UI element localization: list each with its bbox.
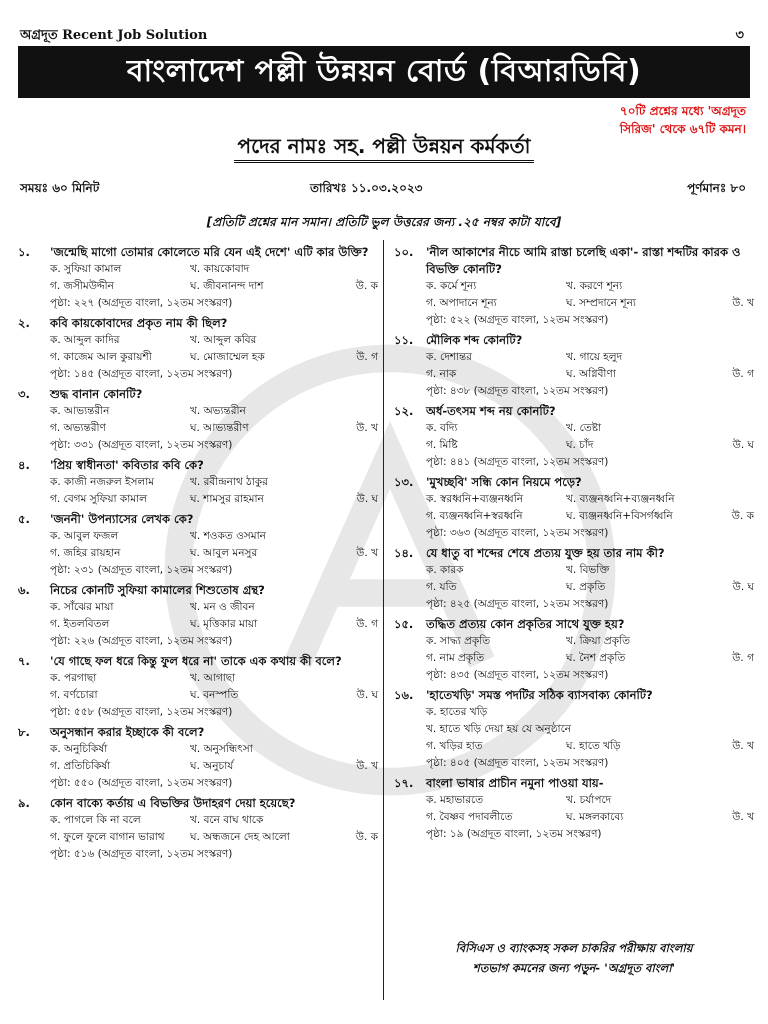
question-line: [18, 244, 378, 261]
option-text: ঘ. বনস্পতি: [190, 689, 239, 701]
page-reference: পৃষ্ঠা: ২৩১ (অগ্রদূত বাংলা, ১২তম সংস্করণ): [50, 564, 233, 576]
option-text: ক. কর্মে শূন্য: [426, 280, 477, 292]
option-row: [426, 278, 754, 295]
question-item: [394, 332, 754, 400]
option-text: গ. প্রতিচিকির্ষা: [50, 760, 111, 772]
question-options: [18, 670, 378, 721]
option-row: [50, 829, 378, 846]
answer-key: [338, 741, 378, 758]
option-text: ঘ. চাঁদ: [566, 439, 594, 451]
question-item: [394, 244, 754, 329]
answer-key: উ. ক: [731, 510, 754, 522]
post-title-text: পদের নামঃ সহ. পল্লী উন্নয়ন কর্মকর্তা: [234, 134, 535, 163]
option-text: গ. অপাদানে শূন্য: [426, 297, 497, 309]
answer-key: [714, 562, 754, 579]
answer-key: [714, 278, 754, 295]
page-reference: পৃষ্ঠা: ৪৩৮ (অগ্রদূত বাংলা, ১২তম সংস্করণ): [426, 385, 609, 397]
option-row: [426, 809, 754, 826]
option-text: গ. জহির রায়হান: [50, 547, 121, 559]
option-text: ঘ. আভ্যন্তরীণ: [190, 422, 249, 434]
option-row: [50, 403, 378, 420]
question-text: তদ্ধিত প্রত্যয় কোন প্রকৃতির সাথে যুক্ত হয়?: [426, 617, 625, 631]
option-text: খ. গায়ে হলুদ: [566, 351, 623, 363]
option-text: খ. আগাছা: [190, 672, 236, 684]
question-line: [394, 775, 754, 792]
option-row: [50, 670, 378, 687]
marking-note: [প্রতিটি প্রশ্নের মান সমান। প্রতিটি ভুল উত্তরের জন্য .২৫ নম্বর কাটা যাবে]: [206, 215, 562, 229]
footer-advert-line: বিসিএস ও ব্যাংকসহ সকল চাকরির পরীক্ষায় বাংলায়: [455, 941, 693, 955]
question-item: [18, 457, 378, 508]
post-title: [0, 132, 768, 165]
option-text: ক. সুফিয়া কামাল: [50, 263, 122, 275]
option-text: ঘ. অনুচার্য: [190, 760, 234, 772]
option-row: [50, 332, 378, 349]
page-reference: পৃষ্ঠা: ৩৩১ (অগ্রদূত বাংলা, ১২তম সংস্করণ): [50, 439, 233, 451]
question-text: 'জননী' উপন্যাসের লেখক কে?: [50, 512, 194, 526]
option-text: ক. অনুচিকির্ষা: [50, 743, 108, 755]
question-text: কোন বাক্যে কর্তায় এ বিভক্তির উদাহরণ দেয়া হয়েছে?: [50, 796, 296, 810]
question-number: ১১.: [394, 333, 414, 347]
question-line: [18, 653, 378, 670]
question-text: বাংলা ভাষার প্রাচীন নমুনা পাওয়া যায়-: [426, 776, 604, 790]
page-reference: পৃষ্ঠা: ৫২২ (অগ্রদূত বাংলা, ১২তম সংস্করণ): [426, 314, 609, 326]
option-row: [426, 650, 754, 667]
answer-key: উ. ঘ: [356, 493, 378, 505]
question-options: [18, 741, 378, 792]
question-item: [394, 687, 754, 772]
question-item: [394, 403, 754, 471]
option-row: [426, 437, 754, 454]
answer-key: উ. ক: [355, 280, 378, 292]
option-text: ক. আব্দুল কাদির: [50, 334, 120, 346]
option-text: খ. ক্রিয়া প্রকৃতি: [566, 635, 630, 647]
question-item: [18, 315, 378, 383]
question-number: ১৭.: [394, 776, 414, 790]
question-options: [394, 420, 754, 471]
question-line: [18, 315, 378, 332]
option-text: ক. দেশান্তর: [426, 351, 473, 363]
page-reference: পৃষ্ঠা: ৪০৫ (অগ্রদূত বাংলা, ১২তম সংস্করণ): [426, 757, 609, 769]
option-text: গ. যতি: [426, 581, 457, 593]
page-reference: পৃষ্ঠা: ৪৩৫ (অগ্রদূত বাংলা, ১২তম সংস্করণ): [426, 669, 609, 681]
page-reference: পৃষ্ঠা: ১৯ (অগ্রদূত বাংলা, ১২তম সংস্করণ): [426, 828, 602, 840]
question-line: [394, 332, 754, 349]
answer-key: [338, 528, 378, 545]
question-number: ৯.: [18, 796, 30, 810]
option-text: গ. অভ্যন্তরীণ: [50, 422, 106, 434]
option-text: ক. সাদ্ধ্য প্রকৃতি: [426, 635, 491, 647]
question-line: [394, 244, 754, 278]
option-text: ক. আভ্যন্তরীন: [50, 405, 110, 417]
option-text: ঘ. মোজাম্মেল হক: [190, 351, 265, 363]
option-row: [426, 579, 754, 596]
option-text: ক. সাঁঝের মায়া: [50, 601, 114, 613]
answer-key: উ. গ: [356, 351, 378, 363]
option-text: গ. বেগম সুফিয়া কামাল: [50, 493, 147, 505]
question-item: [18, 724, 378, 792]
option-row: [50, 812, 378, 829]
option-text: গ. ব্যঞ্জনধ্বনি+স্বরধ্বনি: [426, 510, 523, 522]
option-row: [426, 704, 754, 721]
option-text: ঘ. জীবনানন্দ দাশ: [190, 280, 264, 292]
option-row: [426, 562, 754, 579]
question-line: [394, 616, 754, 633]
option-row: [426, 366, 754, 383]
question-line: [18, 582, 378, 599]
question-options: [18, 474, 378, 508]
answer-key: উ. ঘ: [732, 439, 754, 451]
question-number: ২.: [18, 316, 30, 330]
option-text: ঘ. সম্প্রদানে শূন্য: [566, 297, 636, 309]
option-row: [426, 508, 754, 525]
option-text: ঘ. অগ্নিবীণা: [566, 368, 616, 380]
question-options: [18, 528, 378, 579]
option-text: ক. পরগাছা: [50, 672, 97, 684]
question-options: [394, 792, 754, 843]
question-options: [394, 491, 754, 542]
option-text: ক. হাতের খড়ি: [426, 706, 488, 718]
question-line: [18, 795, 378, 812]
answer-key: [338, 403, 378, 420]
option-row: [50, 420, 378, 437]
option-text: খ. করণে শূন্য: [566, 280, 623, 292]
question-text: অনুসন্ধান করার ইচ্ছাকে কী বলে?: [50, 725, 205, 739]
option-text: ক. পাগলে কি না বলে: [50, 814, 141, 826]
questions-right-column: [394, 244, 754, 846]
question-item: [18, 244, 378, 312]
question-text: 'মুখচ্ছবি' সন্ধি কোন নিয়মে পড়ে?: [426, 475, 582, 489]
question-item: [18, 582, 378, 650]
answer-key: উ. খ: [732, 297, 754, 309]
question-item: [18, 795, 378, 863]
question-text: কবি কায়কোবাদের প্রকৃত নাম কী ছিল?: [50, 316, 228, 330]
option-row: [50, 491, 378, 508]
option-row: [50, 261, 378, 278]
page-reference: পৃষ্ঠা: ৫৫০ (অগ্রদূত বাংলা, ১২তম সংস্করণ): [50, 777, 233, 789]
option-row: [50, 599, 378, 616]
option-text: খ. বনে বাঘ থাকে: [190, 814, 264, 826]
option-text: ঘ. অন্ধজনে দেহ আলো: [190, 831, 290, 843]
exam-time: সময়ঃ ৬০ মিনিট: [20, 181, 100, 195]
answer-key: [714, 633, 754, 650]
option-text: গ. ফুলে ফুলে বাগান ভারাথ: [50, 831, 165, 843]
question-item: [394, 775, 754, 843]
question-text: 'নীল আকাশের নীচে আমি রাস্তা চলেছি একা'- রাস্তা শব্দটির কারক ও বিভক্তি কোনটি?: [426, 245, 741, 276]
answer-key: [338, 670, 378, 687]
question-item: [18, 511, 378, 579]
page-reference: পৃষ্ঠা: ৫১৬ (অগ্রদূত বাংলা, ১২তম সংস্করণ): [50, 848, 233, 860]
promo-line: ৭০টি প্রশ্নের মধ্যে 'অগ্রদূত: [619, 104, 746, 118]
question-item: [18, 386, 378, 454]
option-text: খ. শওকত ওসমান: [190, 530, 266, 542]
question-item: [394, 545, 754, 613]
full-marks: পূর্ণমানঃ ৮০: [687, 181, 746, 195]
question-line: [18, 457, 378, 474]
question-options: [18, 599, 378, 650]
question-number: ৮.: [18, 725, 30, 739]
option-text: খ. কায়কোবাদ: [190, 263, 250, 275]
option-text: ক. কারক: [426, 564, 464, 576]
option-row: [426, 420, 754, 437]
option-text: খ. তেষ্টা: [566, 422, 602, 434]
question-line: [394, 403, 754, 420]
option-text: গ. নাম প্রকৃতি: [426, 652, 485, 664]
option-text: ঘ. মঙ্গলকাব্যে: [566, 811, 624, 823]
option-text: ঘ. মৃত্তিকার মায়া: [190, 618, 258, 630]
answer-key: উ. খ: [356, 760, 378, 772]
question-options: [394, 278, 754, 329]
option-row: [426, 295, 754, 312]
option-text: গ. খড়ির হাত: [426, 740, 483, 752]
option-text: খ. হাতে খড়ি দেয়া হয় যে অনুষ্ঠানে: [426, 723, 572, 735]
option-row: [50, 349, 378, 366]
question-text: যে ধাতু বা শব্দের শেষে প্রত্যয় যুক্ত হয় তার নাম কী?: [426, 546, 665, 560]
answer-key: [338, 599, 378, 616]
question-number: ৩.: [18, 387, 30, 401]
answer-key: [338, 332, 378, 349]
option-text: ঘ. ব্যঞ্জনধ্বনি+বিসর্গধ্বনি: [566, 510, 673, 522]
answer-key: [714, 491, 754, 508]
question-options: [18, 812, 378, 863]
option-text: ক. কাজী নজরুল ইসলাম: [50, 476, 155, 488]
question-item: [394, 474, 754, 542]
question-text: 'হাতেখড়ি' সমস্ত পদটির সঠিক ব্যাসবাক্য কোনটি?: [426, 688, 653, 702]
question-number: ৭.: [18, 654, 30, 668]
option-row: [50, 278, 378, 295]
question-line: [394, 687, 754, 704]
question-line: [394, 474, 754, 491]
question-number: ১.: [18, 245, 30, 259]
option-row: [50, 528, 378, 545]
promo-line: সিরিজ' থেকে ৬৭টি কমন।: [619, 122, 746, 136]
option-row: [50, 474, 378, 491]
page-reference: পৃষ্ঠা: ৩৬৩ (অগ্রদূত বাংলা, ১২তম সংস্করণ): [426, 527, 609, 539]
question-line: [18, 511, 378, 528]
option-text: ক. স্বরধ্বনি+ব্যঞ্জনধ্বনি: [426, 493, 523, 505]
option-text: খ. রবীন্দ্রনাথ ঠাকুর: [190, 476, 268, 488]
answer-key: উ. গ: [356, 618, 378, 630]
option-row: [426, 792, 754, 809]
page-reference: পৃষ্ঠা: ১৪৫ (অগ্রদূত বাংলা, ১২তম সংস্করণ): [50, 368, 233, 380]
question-line: [18, 386, 378, 403]
option-row: [426, 721, 754, 738]
question-number: ১৩.: [394, 475, 414, 489]
option-row: [426, 349, 754, 366]
question-options: [394, 349, 754, 400]
question-text: শুদ্ধ বানান কোনটি?: [50, 387, 143, 401]
column-divider: [383, 240, 384, 1000]
option-text: ক. আবুল ফজল: [50, 530, 119, 542]
option-text: গ. ইতলবিতল: [50, 618, 110, 630]
question-number: ১২.: [394, 404, 414, 418]
page-number: ৩: [735, 28, 744, 43]
option-text: ঘ. হাতে খড়ি: [566, 740, 621, 752]
question-number: ১৫.: [394, 617, 414, 631]
option-text: ক. মহাভারতে: [426, 794, 484, 806]
answer-key: উ. খ: [732, 811, 754, 823]
question-number: ১৪.: [394, 546, 414, 560]
option-row: [50, 758, 378, 775]
option-text: খ. আব্দুল কবির: [190, 334, 257, 346]
question-options: [394, 562, 754, 613]
question-number: ৪.: [18, 458, 30, 472]
question-options: [18, 261, 378, 312]
option-row: [50, 616, 378, 633]
answer-key: [338, 812, 378, 829]
option-text: ঘ. নৈশ প্রকৃতি: [566, 652, 626, 664]
footer-advert-line: শতভাগ কমনের জন্য পড়ুন- 'অগ্রদূত বাংলা': [472, 961, 676, 975]
page-reference: পৃষ্ঠা: ৪৪১ (অগ্রদূত বাংলা, ১২তম সংস্করণ): [426, 456, 609, 468]
answer-key: উ. খ: [732, 740, 754, 752]
answer-key: [714, 349, 754, 366]
question-item: [18, 653, 378, 721]
option-text: খ. মন ও জীবন: [190, 601, 255, 613]
option-text: গ. মিষ্টি: [426, 439, 458, 451]
answer-key: উ. ঘ: [732, 581, 754, 593]
page-reference: পৃষ্ঠা: ৪২৫ (অগ্রদূত বাংলা, ১২তম সংস্করণ): [426, 598, 609, 610]
answer-key: [714, 420, 754, 437]
option-text: ঘ. প্রকৃতি: [566, 581, 606, 593]
option-row: [426, 738, 754, 755]
option-text: খ. চর্যাপদে: [566, 794, 612, 806]
answer-key: উ. গ: [732, 652, 754, 664]
option-text: গ. কাজেম আল কুরায়শী: [50, 351, 152, 363]
answer-key: [338, 261, 378, 278]
option-text: ক. বদ্যি: [426, 422, 458, 434]
option-text: গ. বর্ণচোরা: [50, 689, 98, 701]
question-options: [394, 633, 754, 684]
answer-key: [714, 792, 754, 809]
question-number: ১৬.: [394, 688, 414, 702]
option-text: খ. অনুসন্ধিৎসা: [190, 743, 253, 755]
question-options: [18, 403, 378, 454]
option-text: ঘ. শামসুর রাহমান: [190, 493, 264, 505]
answer-key: উ. খ: [356, 422, 378, 434]
answer-key: উ. গ: [732, 368, 754, 380]
page-reference: পৃষ্ঠা: ২২৬ (অগ্রদূত বাংলা, ১২তম সংস্করণ): [50, 635, 233, 647]
organization-banner: বাংলাদেশ পল্লী উন্নয়ন বোর্ড (বিআরডিবি): [18, 46, 750, 98]
answer-key: উ. খ: [356, 547, 378, 559]
option-row: [426, 633, 754, 650]
question-text: 'যে গাছে ফল ধরে কিন্তু ফুল ধরে না' তাকে এক কথায় কী বলে?: [50, 654, 342, 668]
option-row: [50, 545, 378, 562]
question-text: মৌলিক শব্দ কোনটি?: [426, 333, 523, 347]
option-row: [50, 741, 378, 758]
question-text: 'প্রিয় স্বাধীনতা' কবিতার কবি কে?: [50, 458, 204, 472]
answer-key: উ. ঘ: [356, 689, 378, 701]
footer-advert: [394, 938, 754, 978]
page-reference: পৃষ্ঠা: ২২৭ (অগ্রদূত বাংলা, ১২তম সংস্করণ): [50, 297, 233, 309]
question-number: ৬.: [18, 583, 30, 597]
question-line: [394, 545, 754, 562]
header-series-title: অগ্রদূত Recent Job Solution: [20, 28, 208, 43]
option-text: গ. বৈষ্ণব পদাবলীতে: [426, 811, 513, 823]
option-row: [426, 491, 754, 508]
question-number: ৫.: [18, 512, 30, 526]
option-text: ঘ. আবুল মনসুর: [190, 547, 258, 559]
option-text: খ. বিভক্তি: [566, 564, 610, 576]
answer-key: [338, 474, 378, 491]
question-text: নিচের কোনটি সুফিয়া কামালের শিশুতোষ গ্রন্থ?: [50, 583, 265, 597]
question-number: ১০.: [394, 245, 414, 259]
question-item: [394, 616, 754, 684]
question-line: [18, 724, 378, 741]
page-reference: পৃষ্ঠা: ৫৫৮ (অগ্রদূত বাংলা, ১২তম সংস্করণ): [50, 706, 233, 718]
answer-key: উ. ক: [355, 831, 378, 843]
option-text: খ. অভ্যন্তরীন: [190, 405, 246, 417]
option-row: [50, 687, 378, 704]
question-text: 'জন্মেছি মাগো তোমার কোলেতে মরি যেন এই দেশে' এটি কার উক্তি?: [50, 245, 369, 259]
option-text: গ. জসীমউদ্দীন: [50, 280, 114, 292]
question-options: [18, 332, 378, 383]
question-options: [394, 704, 754, 772]
question-text: অর্ধ-তৎসম শব্দ নয় কোনটি?: [426, 404, 556, 418]
exam-date: তারিখঃ ১১.০৩.২০২৩: [310, 181, 423, 195]
questions-left-column: [18, 244, 378, 866]
option-text: গ. নাক: [426, 368, 457, 380]
option-text: খ. ব্যঞ্জনধ্বনি+ব্যঞ্জনধ্বনি: [566, 493, 675, 505]
